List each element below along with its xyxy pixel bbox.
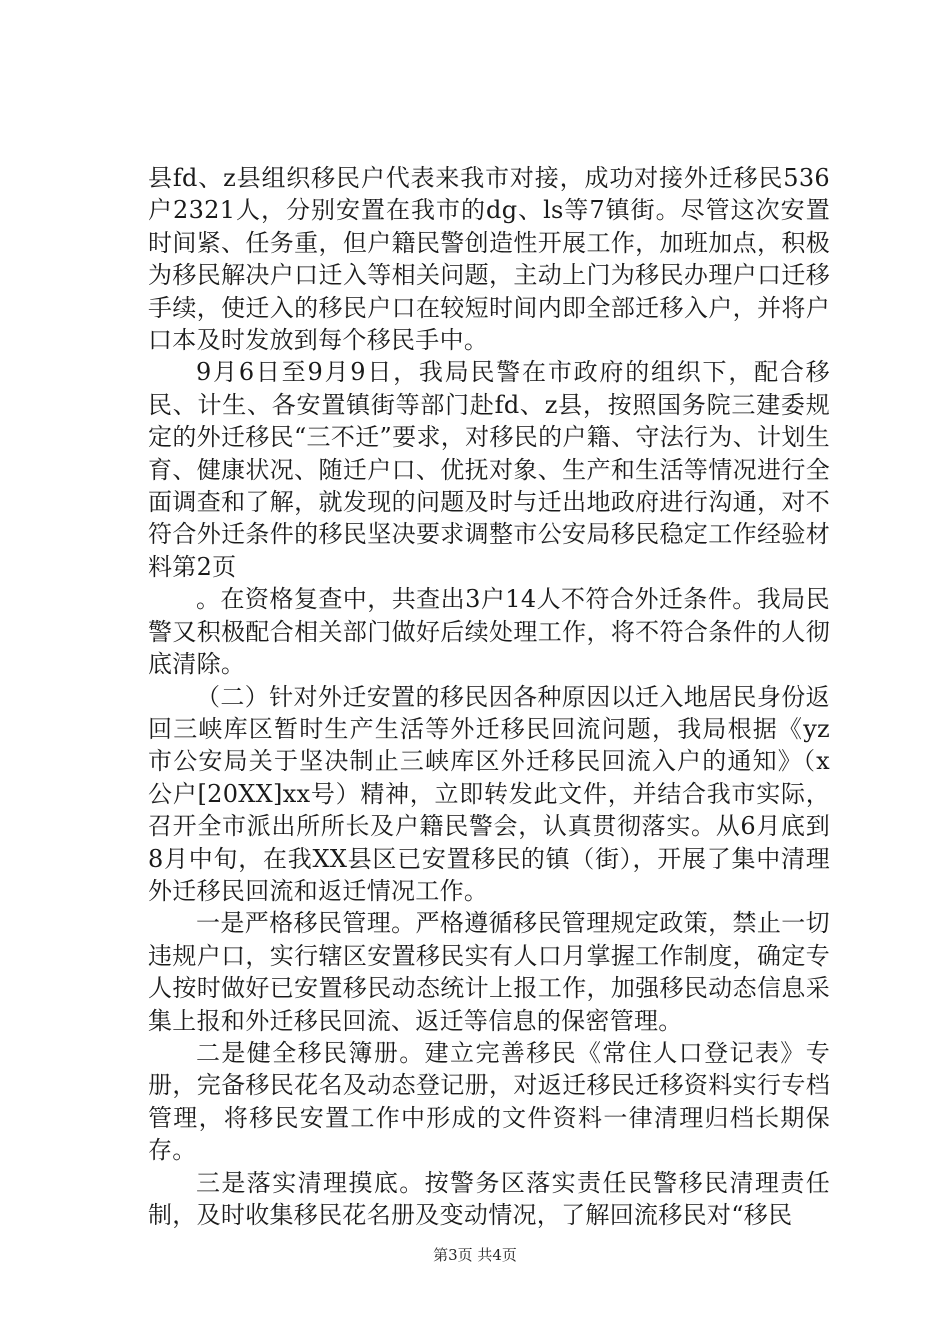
page-number-footer: 第3页 共4页 xyxy=(433,1246,517,1264)
paragraph-point-one: 一是严格移民管理。严格遵循移民管理规定政策，禁止一切违规户口，实行辖区安置移民实有人口月掌握工作制度，确定专人按时做好已安置移民动态统计上报工作，加强移民动态信息采集上报和外迁移民回流、返迁等信息的保密管理。 xyxy=(148,909,830,1035)
paragraph-section-two: （二）针对外迁安置的移民因各种原因以迁入地居民身份返回三峡库区暂时生产生活等外迁移民回流问题，我局根据《yz市公安局关于坚决制止三峡库区外迁移民回流入户的通知》（x公户[20XX]xx号）精神，立即转发此文件，并结合我市实际，召开全市派出所所长及户籍民警会，认真贯彻落实。从6月底到8月中旬，在我XX县区已安置移民的镇（街），开展了集中清理外迁移民回流和返迁情况工作。 xyxy=(148,682,830,905)
paragraph-sept-review: 9月6日至9月9日，我局民警在市政府的组织下，配合移民、计生、各安置镇街等部门赴fd、z县，按照国务院三建委规定的外迁移民“三不迁”要求，对移民的户籍、守法行为、计划生育、健康状况、随迁户口、优抚对象、生产和生活等情况进行全面调查和了解，就发现的问题及时与迁出地政府进行沟通，对不符合外迁条件的移民坚决要求调整市公安局移民稳定工作经验材料第2页 xyxy=(148,358,830,581)
document-body xyxy=(148,162,830,1231)
paragraph-qualification-check: 。在资格复查中，共查出3户14人不符合外迁条件。我局民警又积极配合相关部门做好后续处理工作，将不符合条件的人彻底清除。 xyxy=(148,585,830,679)
paragraph-point-three: 三是落实清理摸底。按警务区落实责任民警移民清理责任制，及时收集移民花名册及变动情况，了解回流移民对“移民 xyxy=(148,1168,830,1229)
paragraph-point-two: 二是健全移民簿册。建立完善移民《常住人口登记表》专册，完备移民花名及动态登记册，对返迁移民迁移资料实行专档管理，将移民安置工作中形成的文件资料一律清理归档长期保存。 xyxy=(148,1038,830,1165)
paragraph-continuation: 县fd、z县组织移民户代表来我市对接，成功对接外迁移民536户2321人，分别安置在我市的dg、ls等7镇街。尽管这次安置时间紧、任务重，但户籍民警创造性开展工作，加班加点，积极为移民解决户口迁入等相关问题，主动上门为移民办理户口迁移手续，使迁入的移民户口在较短时间内即全部迁移入户，并将户口本及时发放到每个移民手中。 xyxy=(148,164,830,355)
